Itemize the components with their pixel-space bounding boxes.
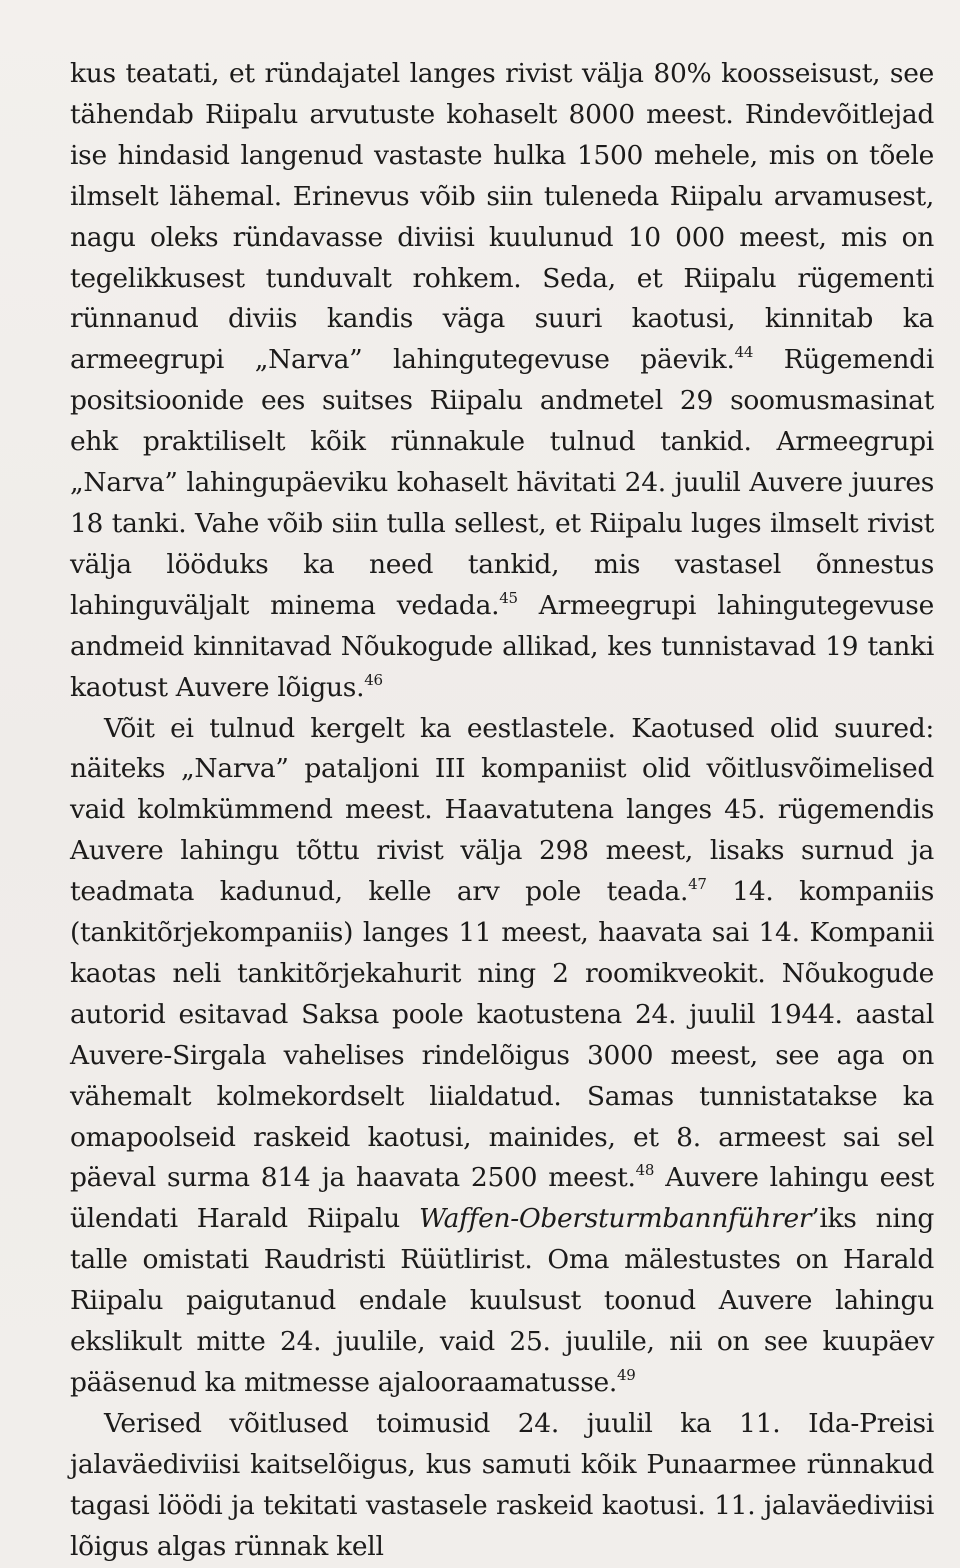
italic-rank-title: Waffen-Obersturmbannführer xyxy=(418,1203,812,1235)
footnote-ref-46: 46 xyxy=(364,670,383,689)
footnote-ref-44: 44 xyxy=(734,343,754,362)
paragraph-1-text-3: Armeegrupi lahingutegevuse andmeid kinnitavad Nõukogude allikad, kes tunnistavad 19 tanki kaotust Auvere lõigus. xyxy=(70,589,934,703)
footnote-ref-45: 45 xyxy=(499,588,518,607)
footnote-ref-47: 47 xyxy=(688,875,707,894)
paragraph-1 xyxy=(70,54,934,709)
paragraph-1-text-2: Rügemendi positsioonide ees suitses Riipalu andmetel 29 soomusmasinat ehk praktiliselt kõik rünnakule tulnud tankid. Armeegrupi „Narva” lahingupäeviku kohaselt hävitati 24. juulil Auvere juures 18 tanki. Vahe võib siin tulla sellest, et Riipalu luges ilmselt rivist välja lööduks ka need tankid, mis vastasel õnnestus lahinguväljalt minema vedada. xyxy=(70,344,934,621)
footnote-ref-49: 49 xyxy=(617,1366,636,1384)
paragraph-2-text-1: Võit ei tulnud kergelt ka eestlastele. Kaotused olid suured: näiteks „Narva” pataljoni III kompaniist olid võitlusvõimelised vaid kolmkümmend meest. Haavatutena langes 45. rügemendis Auvere lahingu tõttu rivist välja 298 meest, lisaks surnud ja teadmata kadunud, kelle arv pole teada. xyxy=(70,712,934,908)
paragraph-3 xyxy=(70,1404,934,1568)
paragraph-2-text-2: 14. kompaniis (tankitõrjekompaniis) langes 11 meest, haavata sai 14. Kompanii kaotas neli tankitõrjekahurit ning 2 roomikveokit. Nõukogude autorid esitavad Saksa poole kaotustena 24. juulil 1944. aastal Auvere-Sirgala vahelises rindelõigus 3000 meest, see aga on vähemalt kolmekordselt liialdatud. Samas tunnistatakse ka omapoolseid raskeid kaotusi, mainides, et 8. armeest sai sel päeval surma 814 ja haavata 2500 meest. xyxy=(70,876,935,1194)
body-text xyxy=(70,54,934,1568)
paragraph-1-text-1: kus teatati, et ründajatel langes rivist välja 80% koosseisust, see tähendab Riipalu arvutuste kohaselt 8000 meest. Rindevõitlejad ise hindasid langenud vastaste hulka 1500 mehele, mis on tõele ilmselt lähemal. Erinevus võib siin tuleneda Riipalu arvamusest, nagu oleks ründavasse diviisi kuulunud 10 000 meest, mis on tegelikkusest tunduvalt rohkem. Seda, et Riipalu rügementi rünnanud diviis kandis väga suuri kaotusi, kinnitab ka armeegrupi „Narva” lahingutegevuse päevik. xyxy=(70,58,934,376)
paragraph-3-text-1: Verised võitlused toimusid 24. juulil ka 11. Ida-Preisi jalaväediviisi kaitselõigus, kus samuti kõik Punaarmee rünnakud tagasi löödi ja tekitati vastasele raskeid kaotusi. 11. jalaväediviisi lõigus algas rünnak kell xyxy=(70,1407,934,1562)
paragraph-2-text-3: Auvere lahingu eest ülendati Harald Riipalu xyxy=(70,1162,934,1235)
paragraph-2-text-4: ’iks ning talle omistati Raudristi Rüütlirist. Oma mälestustes on Harald Riipalu paigutanud endale kuulsust toonud Auvere lahingu ekslikult mitte 24. juulile, vaid 25. juulile, nii on see kuupäev pääsenud ka mitmesse ajalooraamatusse. xyxy=(70,1203,935,1398)
footnote-ref-48: 48 xyxy=(635,1161,655,1180)
paragraph-2 xyxy=(70,709,934,1404)
